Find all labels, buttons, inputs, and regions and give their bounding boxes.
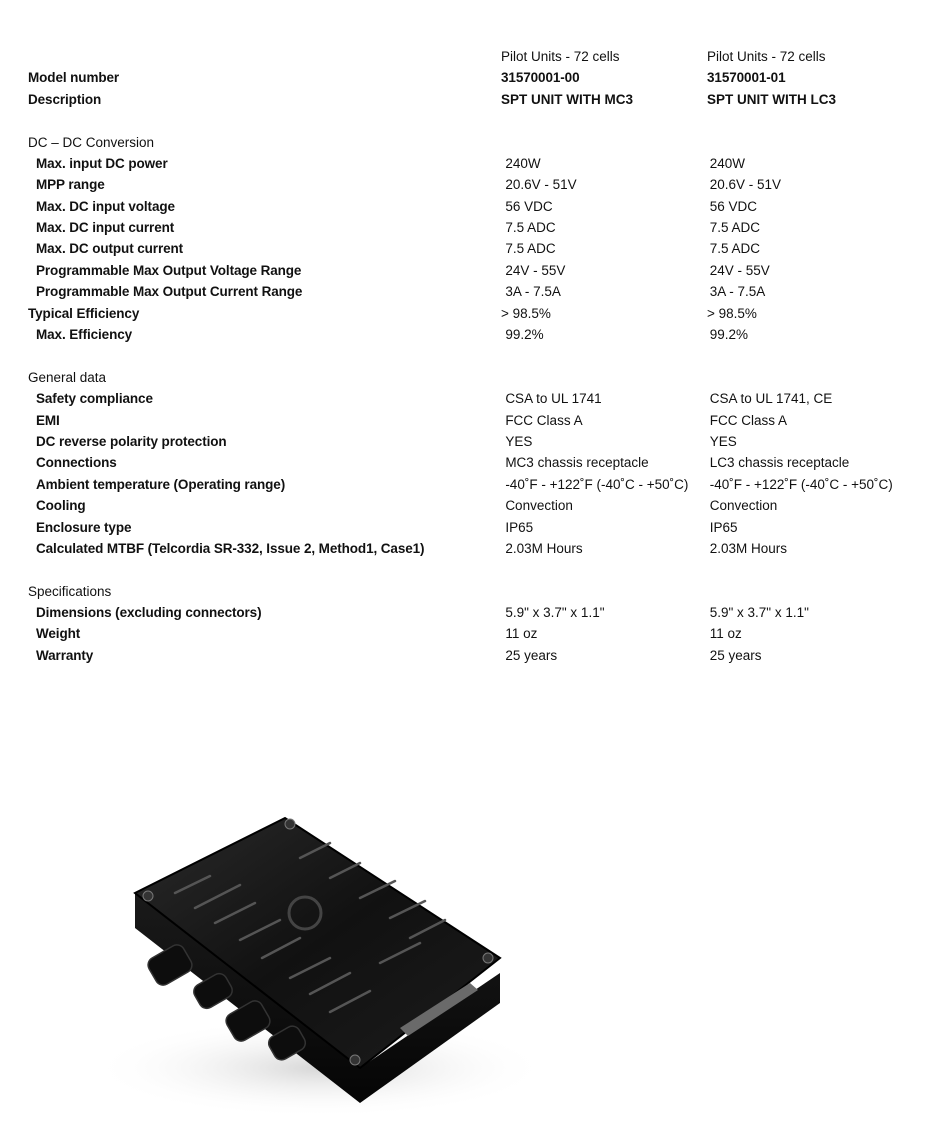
model-number-label: Model number [28,70,120,86]
spec-row [28,645,928,666]
spec-value-2: 5.9" x 3.7" x 1.1" [709,605,809,621]
spec-value-2: 3A - 7.5A [709,284,766,300]
spec-row [28,410,928,431]
spec-label: Max. DC input voltage [36,198,175,214]
spec-row [28,538,928,559]
spec-row [28,239,928,260]
section-title-row [28,581,928,602]
product-photo [0,768,622,1138]
spec-label: Calculated MTBF (Telcordia SR-332, Issue 2, Method1, Case1) [36,540,425,556]
spec-label: Weight [36,626,81,642]
spec-value-2: 240W [709,155,745,171]
spec-row [28,260,928,281]
spec-row [28,196,928,217]
model-number-2: 31570001-01 [707,70,786,86]
spec-value-2: 7.5 ADC [709,241,760,257]
description-row [28,89,928,110]
spec-value-1: 24V - 55V [505,262,566,278]
spec-label: Warranty [36,647,94,663]
spec-value-2: > 98.5% [707,305,757,321]
spec-label: Typical Efficiency [28,305,140,321]
spec-value-2: 24V - 55V [709,262,770,278]
spec-value-2: 11 oz [709,626,742,642]
spec-value-1: 7.5 ADC [505,220,556,236]
spec-row [28,602,928,623]
spec-label: DC reverse polarity protection [36,433,227,449]
spec-value-1: Convection [505,498,573,514]
model-number-1: 31570001-00 [501,70,580,86]
spec-label: Programmable Max Output Voltage Range [36,262,302,278]
section-title: DC – DC Conversion [28,134,155,150]
spec-sections [28,132,928,667]
spec-value-2: YES [709,433,737,449]
spec-label: Max. DC input current [36,220,175,236]
spec-value-1: 25 years [505,647,558,663]
spec-value-1: MC3 chassis receptacle [505,455,649,471]
spec-label: EMI [36,412,60,428]
spec-row [28,281,928,302]
section-title-row [28,132,928,153]
spec-value-2: 20.6V - 51V [709,177,781,193]
section-title: Specifications [28,583,112,599]
spec-value-1: IP65 [505,519,534,535]
spec-label: Connections [36,455,117,471]
spec-value-2: CSA to UL 1741, CE [709,391,833,407]
spec-row [28,452,928,473]
spec-row [28,474,928,495]
description-2: SPT UNIT WITH LC3 [707,91,836,107]
spec-row [28,624,928,645]
spec-value-1: > 98.5% [501,305,551,321]
spec-value-1: 7.5 ADC [505,241,556,257]
spec-label: Max. DC output current [36,241,184,257]
column-header-2: Pilot Units - 72 cells [707,48,826,64]
spec-value-1: 56 VDC [505,198,553,214]
spec-value-1: 11 oz [505,626,538,642]
spec-label: Programmable Max Output Current Range [36,284,303,300]
spec-value-2: -40˚F - +122˚F (-40˚C - +50˚C) [709,476,893,492]
spec-value-1: 240W [505,155,541,171]
spec-row [28,174,928,195]
spec-value-2: LC3 chassis receptacle [709,455,850,471]
spec-value-1: 2.03M Hours [505,540,583,556]
spec-value-2: Convection [709,498,778,514]
spec-label: Max. Efficiency [36,327,133,343]
spec-label: Safety compliance [36,391,153,407]
spec-row [28,217,928,238]
spec-label: Cooling [36,498,86,514]
spec-value-1: 5.9" x 3.7" x 1.1" [505,605,605,621]
spec-value-1: CSA to UL 1741 [505,391,602,407]
spec-value-2: 7.5 ADC [709,220,760,236]
spec-value-1: 3A - 7.5A [505,284,561,300]
section-title-row [28,367,928,388]
spec-row [28,324,928,345]
spec-value-1: YES [505,433,533,449]
description-label: Description [28,91,102,107]
spec-value-1: -40˚F - +122˚F (-40˚C - +50˚C) [505,476,689,492]
spec-value-2: 99.2% [709,327,748,343]
spec-row [28,431,928,452]
spec-value-2: 25 years [709,647,762,663]
spec-row [28,153,928,174]
spec-label: Enclosure type [36,519,132,535]
junction-box-image [0,768,622,1138]
spec-value-1: 99.2% [505,327,544,343]
spec-label: MPP range [36,177,105,193]
spec-row [28,517,928,538]
spec-value-2: IP65 [709,519,738,535]
spec-value-1: FCC Class A [505,412,583,428]
model-number-row [28,67,928,88]
spec-sheet [28,46,928,666]
column-header-1: Pilot Units - 72 cells [501,48,620,64]
spec-value-2: 56 VDC [709,198,757,214]
spec-value-2: 2.03M Hours [709,540,787,556]
spec-row [28,388,928,409]
spec-row [28,495,928,516]
section-title: General data [28,369,107,385]
spec-value-1: 20.6V - 51V [505,177,577,193]
spec-value-2: FCC Class A [709,412,787,428]
spec-label: Ambient temperature (Operating range) [36,476,286,492]
description-1: SPT UNIT WITH MC3 [501,91,633,107]
spec-label: Dimensions (excluding connectors) [36,605,262,621]
column-header-row [28,46,928,67]
spec-label: Max. input DC power [36,155,168,171]
spec-row [28,303,928,324]
